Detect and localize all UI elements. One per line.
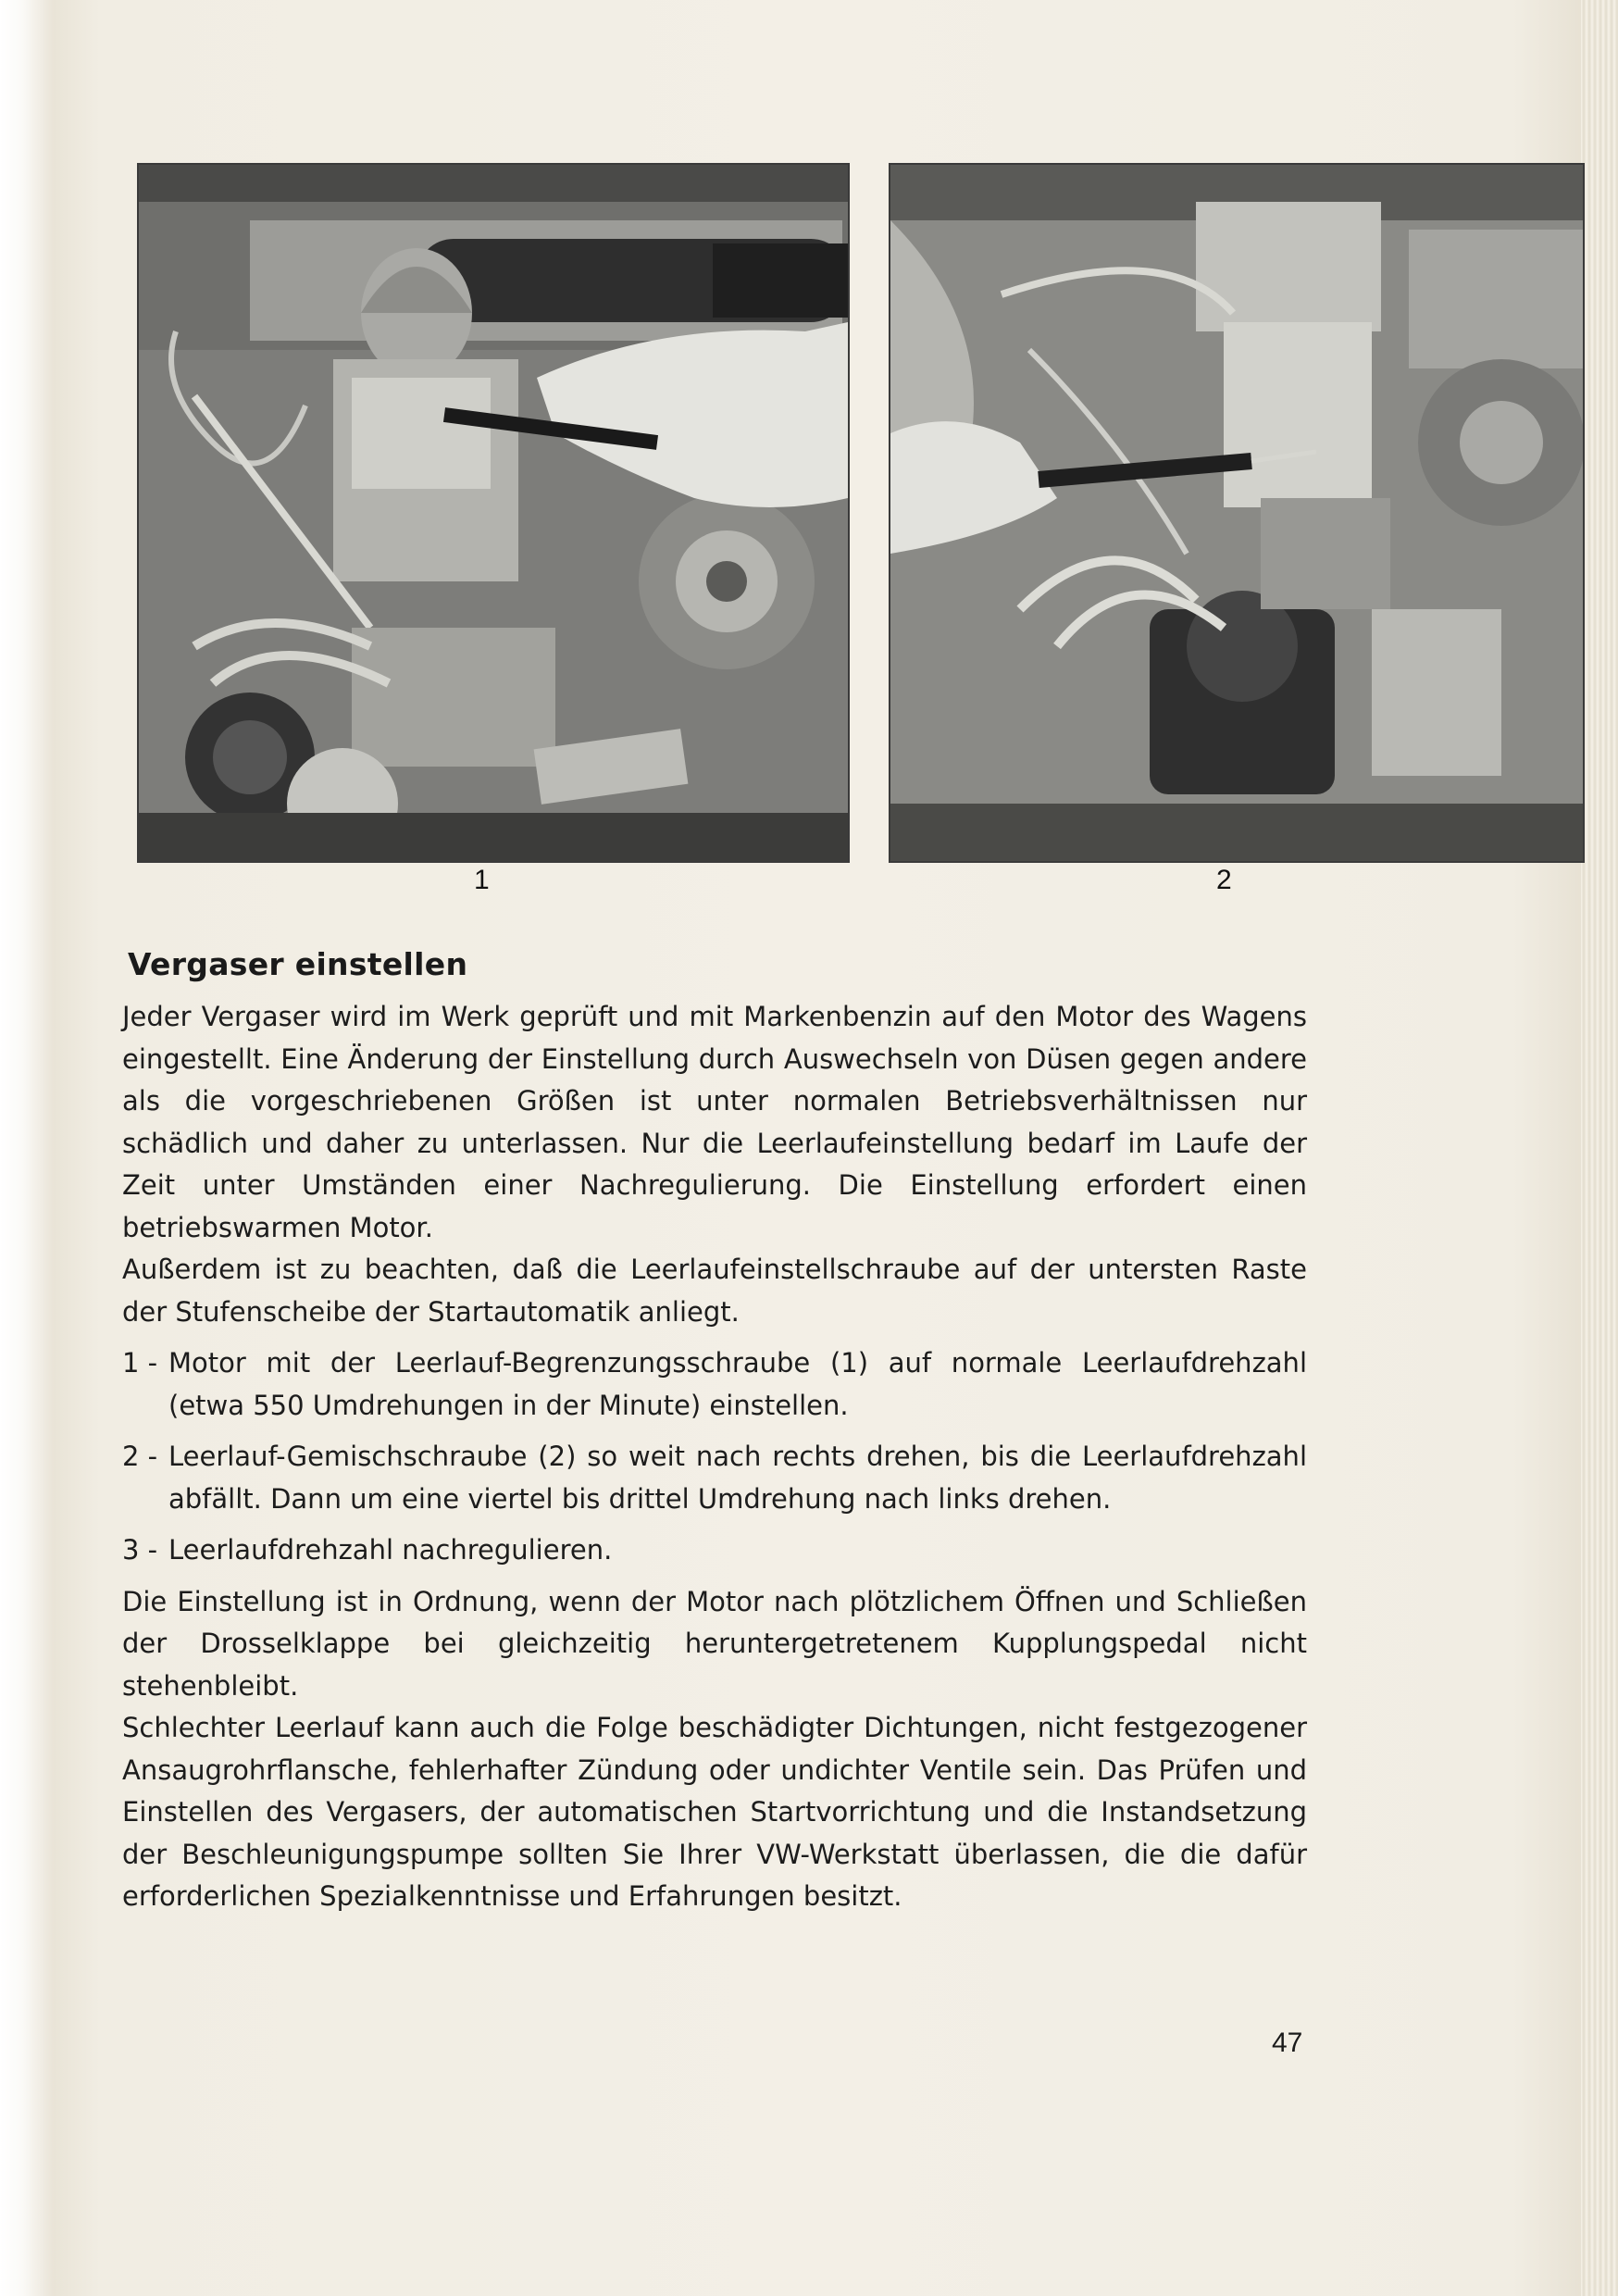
- step-number: 2 -: [122, 1441, 158, 1472]
- step-item: [122, 1342, 1307, 1427]
- engine-photo-1: [137, 163, 850, 863]
- figure-number-2: 2: [1216, 865, 1232, 895]
- paragraph: Außerdem ist zu beachten, daß die Leerlaufeinstellschraube auf der untersten Raste der Stufenscheibe der Startautomatik anliegt.: [122, 1254, 1307, 1328]
- step-number: 3 -: [122, 1534, 158, 1566]
- paragraph: Jeder Vergaser wird im Werk geprüft und mit Markenbenzin auf den Motor des Wagens eingestellt. Eine Änderung der Einstellung durch Auswechseln von Düsen gegen andere als die vorgeschriebenen Größen ist unter normalen Betriebsverhältnissen nur schädlich und daher zu unterlassen. Nur die Leerlaufeinstellung bedarf im Laufe der Zeit unter Umständen einer Nachregulierung. Die Einstellung erfordert einen betriebswarmen Motor.: [122, 1001, 1307, 1243]
- step-item: [122, 1529, 1307, 1572]
- step-item: [122, 1436, 1307, 1520]
- section-body: [122, 996, 1307, 1918]
- paragraph: Schlechter Leerlauf kann auch die Folge beschädigter Dichtungen, nicht festgezogener Ansaugrohrflansche, fehlerhafter Zündung oder undichter Ventile sein. Das Prüfen und Einstellen des Vergasers, der automatischen Startvorrichtung und die Instandsetzung der Beschleunigungspumpe sollten Sie Ihrer VW-Werkstatt überlassen, die die dafür erforderlichen Spezialkenntnisse und Erfahrungen besitzt.: [122, 1712, 1307, 1912]
- step-number: 1 -: [122, 1347, 158, 1379]
- step-text: Motor mit der Leerlauf-Begrenzungsschraube (1) auf normale Leerlaufdrehzahl (etwa 550 Umdrehungen in der Minute) einstellen.: [168, 1347, 1307, 1421]
- page-stack-edge: [1581, 0, 1618, 2296]
- step-text: Leerlauf-Gemischschraube (2) so weit nach rechts drehen, bis die Leerlaufdrehzahl abfällt. Dann um eine viertel bis drittel Umdrehung nach links drehen.: [168, 1441, 1307, 1515]
- book-spine: [0, 0, 56, 2296]
- figure-number-1: 1: [474, 865, 490, 895]
- page-number: 47: [1272, 2028, 1303, 2058]
- step-text: Leerlaufdrehzahl nachregulieren.: [168, 1534, 613, 1566]
- section-title: Vergaser einstellen: [128, 946, 468, 982]
- paragraph: Die Einstellung ist in Ordnung, wenn der Motor nach plötzlichem Öffnen und Schließen der Drosselklappe bei gleichzeitig heruntergetretenem Kupplungspedal nicht stehenbleibt.: [122, 1585, 1307, 1702]
- engine-photo-2: [889, 163, 1585, 863]
